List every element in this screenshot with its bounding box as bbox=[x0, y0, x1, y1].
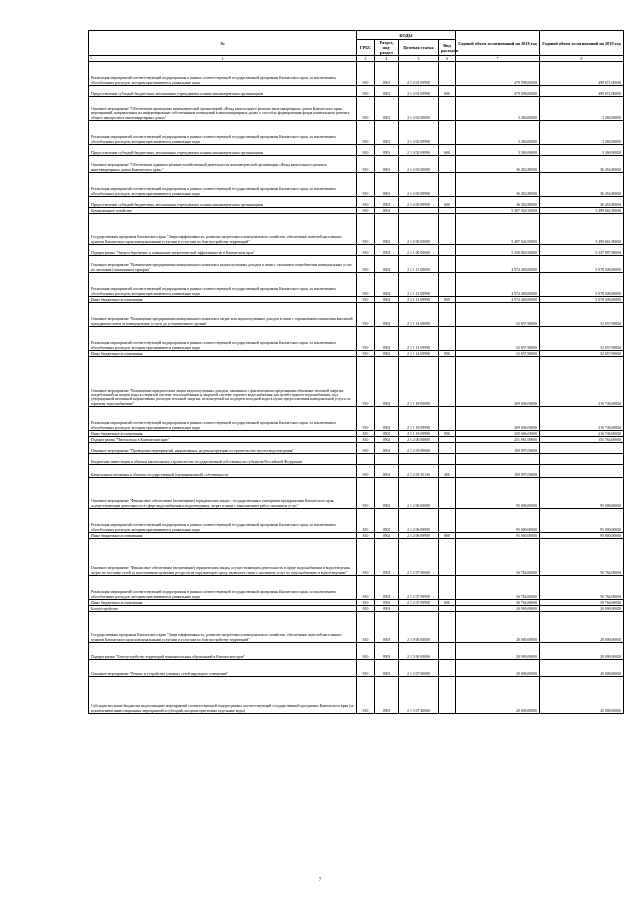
row-amount-2018: 209 006,03000 bbox=[456, 431, 540, 437]
row-grbs: 810 bbox=[357, 443, 375, 454]
row-amount-2018: 4 974 400,00000 bbox=[456, 297, 540, 303]
row-amount-2018: 52 657,90000 bbox=[456, 303, 540, 327]
row-amount-2018: 36 452,80000 bbox=[456, 156, 540, 173]
col-section-header: Раздел, под-раздел bbox=[375, 40, 399, 56]
col-2019-header: Годовой объем ассигнований на 2019 год bbox=[540, 31, 624, 56]
row-section: 0501 bbox=[375, 62, 399, 86]
row-grbs: 810 bbox=[357, 297, 375, 303]
row-target: 2 1 3 07 40060 bbox=[399, 677, 439, 714]
row-amount-2019: 3 260,00000 bbox=[540, 145, 624, 156]
row-grbs: 810 bbox=[357, 533, 375, 539]
row-name: Субсидии местным бюджетам на реализацию мероприятий соответствующей подпрограммы соответствующей государственной программы Камчатского края (за исключением инвестиционных мероприятий и субсидий, которым присвоены отдельные коды) bbox=[89, 677, 357, 714]
table-row bbox=[89, 86, 624, 97]
row-amount-2019: 36 452,80000 bbox=[540, 156, 624, 173]
row-section: 0503 bbox=[375, 612, 399, 643]
col-index-6: 6 bbox=[439, 56, 456, 62]
row-section: 0502 bbox=[375, 437, 399, 443]
row-section: 0502 bbox=[375, 443, 399, 454]
row-name: Предоставление субсидий бюджетным, автономным учреждениям и иным некоммерческим организациям bbox=[89, 197, 357, 208]
budget-rows bbox=[89, 62, 624, 714]
table-row bbox=[89, 197, 624, 208]
row-target: 2 1 4 01 09990 bbox=[399, 86, 439, 97]
table-row bbox=[89, 443, 624, 454]
row-exptype bbox=[439, 97, 456, 121]
row-exptype bbox=[439, 612, 456, 643]
row-section: 0502 bbox=[375, 509, 399, 533]
row-amount-2019: 52 657,90000 bbox=[540, 351, 624, 357]
row-grbs: 810 bbox=[357, 606, 375, 612]
col-number-header: № bbox=[89, 31, 357, 56]
row-grbs: 810 bbox=[357, 327, 375, 351]
table-row bbox=[89, 97, 624, 121]
row-target: 2 1 2 07 09990 bbox=[399, 600, 439, 606]
row-grbs: 810 bbox=[357, 539, 375, 576]
row-exptype bbox=[439, 256, 456, 273]
row-name: Иные бюджетные ассигнования bbox=[89, 600, 357, 606]
row-exptype bbox=[439, 303, 456, 327]
row-amount-2019: 3 260,00000 bbox=[540, 97, 624, 121]
row-section: 0502 bbox=[375, 214, 399, 245]
row-name: Подпрограмма "Энергосбережение и повышение энергетической эффективности в Камчатском крае" bbox=[89, 245, 357, 256]
table-row bbox=[89, 214, 624, 245]
row-target: 2 1 2 07 09990 bbox=[399, 576, 439, 600]
row-amount-2018: 20 000,00000 bbox=[456, 612, 540, 643]
row-amount-2019: 3 260,00000 bbox=[540, 121, 624, 145]
table-row bbox=[89, 145, 624, 156]
row-name: Коммунальное хозяйство bbox=[89, 208, 357, 214]
row-amount-2018: 251 861,00000 bbox=[456, 437, 540, 443]
table-row bbox=[89, 478, 624, 509]
row-amount-2019: 5 499 661,90000 bbox=[540, 208, 624, 214]
row-target: 2 1 1 00 00000 bbox=[399, 245, 439, 256]
row-name: Иные бюджетные ассигнования bbox=[89, 351, 357, 357]
row-exptype bbox=[439, 660, 456, 677]
col-index-2: 2 bbox=[221, 56, 224, 61]
row-amount-2019: 151 764,00000 bbox=[540, 437, 624, 443]
row-section: 0502 bbox=[375, 600, 399, 606]
row-amount-2018: 3 260,00000 bbox=[456, 145, 540, 156]
row-amount-2018: 5 487 924,93000 bbox=[456, 214, 540, 245]
row-section: 0501 bbox=[375, 145, 399, 156]
row-exptype: 600 bbox=[439, 145, 456, 156]
row-grbs: 810 bbox=[357, 677, 375, 714]
row-exptype bbox=[439, 509, 456, 533]
row-section: 0502 bbox=[375, 533, 399, 539]
row-exptype bbox=[439, 273, 456, 297]
row-target bbox=[399, 454, 439, 465]
row-grbs: 810 bbox=[357, 465, 375, 478]
row-amount-2018: 5 236 063,93000 bbox=[456, 245, 540, 256]
row-exptype bbox=[439, 443, 456, 454]
row-exptype bbox=[439, 62, 456, 86]
row-section: 0503 bbox=[375, 606, 399, 612]
row-name: Государственная программа Камчатского края "Энергоэффективность, развитие энергетики и коммунального хозяйства, обеспечение жителей населенных пунктов Камчатского края коммунальными услугами и услугами по благоустройству территорий" bbox=[89, 214, 357, 245]
budget-page bbox=[88, 30, 623, 714]
col-index-1: 1 bbox=[90, 56, 92, 60]
row-grbs: 810 bbox=[357, 600, 375, 606]
row-target: 2 1 3 07 00000 bbox=[399, 660, 439, 677]
row-amount-2018: 36 452,80000 bbox=[456, 197, 540, 208]
row-target: 2 1 4 03 00000 bbox=[399, 156, 439, 173]
row-name: Реализация мероприятий соответствующей подпрограммы в рамках соответствующей государственной программы Камчатского края, за исключением обособленных расходов, которым присваиваются уникальные коды bbox=[89, 173, 357, 197]
row-section: 0502 bbox=[375, 303, 399, 327]
row-amount-2019: 20 000,00000 bbox=[540, 606, 624, 612]
row-grbs: 810 bbox=[357, 208, 375, 214]
table-row bbox=[89, 576, 624, 600]
row-target: 2 1 1 18 09990 bbox=[399, 431, 439, 437]
row-amount-2019: 216 740,00000 bbox=[540, 357, 624, 407]
row-name: Реализация мероприятий соответствующей подпрограммы в рамках соответствующей государственной программы Камчатского края, за исключением обособленных расходов, которым присваиваются уникальные коды bbox=[89, 407, 357, 431]
row-amount-2019: 216 740,00000 bbox=[540, 407, 624, 431]
row-amount-2019: 5 078 500,00000 bbox=[540, 297, 624, 303]
row-grbs: 810 bbox=[357, 121, 375, 145]
row-section: 0502 bbox=[375, 407, 399, 431]
row-section: 0501 bbox=[375, 121, 399, 145]
row-amount-2018: 209 006,03000 bbox=[456, 407, 540, 431]
row-name: Бюджетные инвестиции в объекты капитального строительства государственной собственности субъектов Российской Федерации bbox=[89, 454, 357, 465]
row-amount-2018: 56 764,00000 bbox=[456, 600, 540, 606]
table-row bbox=[89, 454, 624, 465]
row-amount-2019: 52 657,90000 bbox=[540, 303, 624, 327]
row-name: Иные бюджетные ассигнования bbox=[89, 533, 357, 539]
row-section bbox=[375, 454, 399, 465]
row-name: Капитальные вложения в объекты государственной (муниципальной) собственности bbox=[89, 465, 357, 478]
row-name: Основное мероприятие "Финансовое обеспечение (возмещение) юридическим лицам - государственным унитарным предприятиям Камчатского края, осуществляющим деятельность в сфере водоснабжения и водоотведения, затрат в связи с выполнением работ, оказанием услуг" bbox=[89, 478, 357, 509]
row-grbs: 810 bbox=[357, 407, 375, 431]
row-target: 2 1 1 14 09990 bbox=[399, 351, 439, 357]
row-name: Основное мероприятие "Возмещение предприятиям коммунального комплекса затрат или недополученных доходов в связи с ограничением изменения вносимой гражданами платы за коммунальные услуги до установленного уровня" bbox=[89, 303, 357, 327]
col-index-5: 5 bbox=[399, 56, 439, 62]
row-section: 0501 bbox=[375, 86, 399, 97]
row-name: Благоустройство bbox=[89, 606, 357, 612]
table-row bbox=[89, 465, 624, 478]
row-amount-2019: 56 764,00000 bbox=[540, 576, 624, 600]
row-target: 2 1 4 02 09990 bbox=[399, 121, 439, 145]
row-grbs: 810 bbox=[357, 245, 375, 256]
row-amount-2019: 216 740,00000 bbox=[540, 431, 624, 437]
row-amount-2018: 20 000,00000 bbox=[456, 677, 540, 714]
page-number: 7 bbox=[318, 878, 322, 883]
row-amount-2018: 20 000,00000 bbox=[456, 606, 540, 612]
row-name: Основное мероприятие "Возмещение юридическим лицам недополученных доходов, связанных с фактическими предельными объемами тепловой энергии, потребленной на нагрев воды в открытой системе теплоснабжения и закрытой системе горячего водоснабжения для целей горячего водоснабжения, под утвержденной величиной нормативных расходов тепловой энергии, используемой на подогрев холодной воды в целях предоставления коммунальной услуги по горячему водоснабжению" bbox=[89, 357, 357, 407]
row-section: 0502 bbox=[375, 576, 399, 600]
row-amount-2019: 20 000,00000 bbox=[540, 612, 624, 643]
col-target-header: Целевая статья bbox=[399, 40, 439, 56]
table-row bbox=[89, 303, 624, 327]
row-section: 0502 bbox=[375, 208, 399, 214]
row-target: 2 1 1 13 09990 bbox=[399, 273, 439, 297]
row-exptype: 600 bbox=[439, 197, 456, 208]
row-name: Реализация мероприятий соответствующей подпрограммы в рамках соответствующей государственной программы Камчатского края, за исключением обособленных расходов, которым присваиваются уникальные коды bbox=[89, 62, 357, 86]
row-exptype: 800 bbox=[439, 533, 456, 539]
row-name: Основное мероприятие "Проведение мероприятий, направленных на реконструкцию и строительство систем водоотведения" bbox=[89, 443, 357, 454]
row-amount-2019: 95 000,00000 bbox=[540, 478, 624, 509]
col-index-7: 7 bbox=[456, 56, 540, 62]
row-amount-2018: 209 006,03000 bbox=[456, 357, 540, 407]
table-row bbox=[89, 256, 624, 273]
row-target: 2 1 0 00 00000 bbox=[399, 612, 439, 643]
row-exptype bbox=[439, 454, 456, 465]
row-amount-2019 bbox=[540, 454, 624, 465]
row-name: Реализация мероприятий соответствующей подпрограммы в рамках соответствующей государственной программы Камчатского края, за исключением обособленных расходов, которым присваиваются уникальные коды bbox=[89, 509, 357, 533]
table-row bbox=[89, 612, 624, 643]
row-section: 0501 bbox=[375, 173, 399, 197]
row-name: Подпрограмма "Чистая вода в Камчатском крае" bbox=[89, 437, 357, 443]
table-row bbox=[89, 173, 624, 197]
row-amount-2019: 5 499 661,90000 bbox=[540, 214, 624, 245]
table-row bbox=[89, 62, 624, 86]
row-section: 0502 bbox=[375, 351, 399, 357]
row-amount-2019: 36 452,80000 bbox=[540, 197, 624, 208]
row-section: 0502 bbox=[375, 357, 399, 407]
row-target: 2 1 1 14 00000 bbox=[399, 303, 439, 327]
row-amount-2019: 56 764,00000 bbox=[540, 600, 624, 606]
row-grbs: 810 bbox=[357, 509, 375, 533]
table-row bbox=[89, 357, 624, 407]
row-section: 0502 bbox=[375, 465, 399, 478]
row-grbs: 810 bbox=[357, 437, 375, 443]
row-section: 0501 bbox=[375, 197, 399, 208]
col-index-8: 8 bbox=[540, 56, 624, 62]
row-amount-2018: 479 598,00000 bbox=[456, 86, 540, 97]
row-target: 2 1 2 06 09990 bbox=[399, 509, 439, 533]
row-exptype: 600 bbox=[439, 86, 456, 97]
budget-table bbox=[88, 30, 624, 714]
row-amount-2019: 499 671,00000 bbox=[540, 86, 624, 97]
row-grbs: 810 bbox=[357, 145, 375, 156]
row-grbs: 810 bbox=[357, 97, 375, 121]
row-grbs: 810 bbox=[357, 273, 375, 297]
col-2018-header: Годовой объем ассигнований на 2018 год bbox=[456, 31, 540, 56]
row-amount-2018: 56 764,00000 bbox=[456, 539, 540, 576]
row-amount-2018: 95 000,00000 bbox=[456, 478, 540, 509]
row-exptype bbox=[439, 357, 456, 407]
row-name: Основное мероприятие "Возмещение предприятиям коммунального комплекса недополученных доходов в связи с оказанием потребителям коммунальных услуг по льготным (сниженным) тарифам" bbox=[89, 256, 357, 273]
row-grbs: 810 bbox=[357, 62, 375, 86]
row-amount-2019: 499 671,00000 bbox=[540, 62, 624, 86]
row-name: Основное мероприятие "Обеспечение административно-хозяйственной деятельности некоммерческой организации «Фонд капитального ремонта многоквартирных домов Камчатского края»" bbox=[89, 156, 357, 173]
row-exptype: 800 bbox=[439, 297, 456, 303]
row-target: 2 1 4 03 09990 bbox=[399, 173, 439, 197]
row-name: Основное мероприятие "Обеспечение проведения некоммерческой организацией «Фонд капитального ремонта многоквартирных домов Камчатского края» мероприятий, направленных на информирование собственников помещений в многоквартирных домах о способах формирования фонда капитального ремонта общего имущества в многоквартирных домах" bbox=[89, 97, 357, 121]
table-row bbox=[89, 121, 624, 145]
table-row bbox=[89, 677, 624, 714]
table-row bbox=[89, 156, 624, 173]
row-grbs: 810 bbox=[357, 660, 375, 677]
row-amount-2019: 20 000,00000 bbox=[540, 643, 624, 660]
row-amount-2019: 20 000,00000 bbox=[540, 677, 624, 714]
row-amount-2019 bbox=[540, 465, 624, 478]
row-grbs: 810 bbox=[357, 197, 375, 208]
row-amount-2019: 95 000,00000 bbox=[540, 509, 624, 533]
table-row bbox=[89, 643, 624, 660]
row-name: Предоставление субсидий бюджетным, автономным учреждениям и иным некоммерческим организациям bbox=[89, 86, 357, 97]
row-grbs: 810 bbox=[357, 478, 375, 509]
row-exptype bbox=[439, 173, 456, 197]
row-name: Иные бюджетные ассигнования bbox=[89, 297, 357, 303]
row-amount-2019: 52 657,90000 bbox=[540, 327, 624, 351]
row-name: Основное мероприятие "Ремонт и устройство уличных сетей наружного освещения" bbox=[89, 660, 357, 677]
row-amount-2019: 56 764,00000 bbox=[540, 539, 624, 576]
row-amount-2019: 5 347 897,90000 bbox=[540, 245, 624, 256]
row-exptype: 400 bbox=[439, 465, 456, 478]
row-section: 0502 bbox=[375, 327, 399, 351]
row-grbs: 810 bbox=[357, 86, 375, 97]
row-exptype bbox=[439, 327, 456, 351]
row-amount-2018: 5 487 924,93000 bbox=[456, 208, 540, 214]
row-name: Предоставление субсидий бюджетным, автономным учреждениям и иным некоммерческим организациям bbox=[89, 145, 357, 156]
row-target: 2 1 2 00 00000 bbox=[399, 437, 439, 443]
row-section: 0503 bbox=[375, 677, 399, 714]
row-amount-2019: 5 078 500,00000 bbox=[540, 273, 624, 297]
row-amount-2018: 20 000,00000 bbox=[456, 660, 540, 677]
row-target: 2 1 2 03 00000 bbox=[399, 443, 439, 454]
row-exptype: 800 bbox=[439, 431, 456, 437]
row-amount-2018: 100 097,03000 bbox=[456, 465, 540, 478]
row-amount-2018: 100 097,03000 bbox=[456, 443, 540, 454]
row-target: 2 1 2 03 10130 bbox=[399, 465, 439, 478]
row-grbs: 810 bbox=[357, 156, 375, 173]
row-exptype bbox=[439, 576, 456, 600]
row-section: 0502 bbox=[375, 297, 399, 303]
row-grbs: 810 bbox=[357, 431, 375, 437]
row-grbs: 810 bbox=[357, 173, 375, 197]
row-amount-2018 bbox=[456, 454, 540, 465]
row-amount-2018: 95 000,00000 bbox=[456, 509, 540, 533]
row-name: Реализация мероприятий соответствующей подпрограммы в рамках соответствующей государственной программы Камчатского края, за исключением обособленных расходов, которым присваиваются уникальные коды bbox=[89, 273, 357, 297]
row-grbs: 810 bbox=[357, 351, 375, 357]
row-target: 2 1 4 03 09990 bbox=[399, 197, 439, 208]
table-row bbox=[89, 245, 624, 256]
row-amount-2018: 3 260,00000 bbox=[456, 97, 540, 121]
row-section: 0502 bbox=[375, 478, 399, 509]
row-amount-2018: 20 000,00000 bbox=[456, 643, 540, 660]
row-target: 2 1 1 14 09990 bbox=[399, 327, 439, 351]
row-name: Основное мероприятие "Финансовое обеспечение (возмещение) юридическим лицам, осуществляющим деятельность в сфере водоснабжения и водоотведения, затрат по поставке сетей за населенными пунктами ресурсов на окружающую среду, включая в связи с оказанием услуг по водоснабжению и водоотведению" bbox=[89, 539, 357, 576]
row-amount-2018: 36 452,80000 bbox=[456, 173, 540, 197]
col-grbs-header: ГРБС bbox=[357, 40, 375, 56]
row-exptype: 800 bbox=[439, 600, 456, 606]
row-name: Реализация мероприятий соответствующей подпрограммы в рамках соответствующей государственной программы Камчатского края, за исключением обособленных расходов, которым присваиваются уникальные коды bbox=[89, 576, 357, 600]
row-grbs: 810 bbox=[357, 357, 375, 407]
row-amount-2018: 4 974 400,00000 bbox=[456, 273, 540, 297]
row-section: 0501 bbox=[375, 156, 399, 173]
row-section: 0503 bbox=[375, 660, 399, 677]
row-grbs: 810 bbox=[357, 612, 375, 643]
row-amount-2019: 36 452,80000 bbox=[540, 173, 624, 197]
row-target: 2 1 2 07 00000 bbox=[399, 539, 439, 576]
row-amount-2018: 52 657,90000 bbox=[456, 327, 540, 351]
row-section: 0503 bbox=[375, 643, 399, 660]
table-row bbox=[89, 327, 624, 351]
row-section: 0502 bbox=[375, 273, 399, 297]
row-exptype bbox=[439, 407, 456, 431]
row-amount-2018: 3 260,00000 bbox=[456, 121, 540, 145]
row-exptype bbox=[439, 214, 456, 245]
row-target: 2 1 1 18 00000 bbox=[399, 357, 439, 407]
row-amount-2018: 52 657,90000 bbox=[456, 351, 540, 357]
row-target: 2 1 1 13 09990 bbox=[399, 297, 439, 303]
row-grbs: 810 bbox=[357, 214, 375, 245]
row-section: 0501 bbox=[375, 97, 399, 121]
table-row bbox=[89, 660, 624, 677]
col-index-4: 4 bbox=[375, 56, 399, 62]
row-exptype bbox=[439, 121, 456, 145]
row-amount-2019: 20 000,00000 bbox=[540, 660, 624, 677]
row-target: 2 1 0 00 00000 bbox=[399, 214, 439, 245]
codes-header: КОДЫ bbox=[357, 31, 456, 40]
row-name: Иные бюджетные ассигнования bbox=[89, 431, 357, 437]
row-grbs: 810 bbox=[357, 303, 375, 327]
row-exptype bbox=[439, 643, 456, 660]
row-name: Государственная программа Камчатского края "Энергоэффективность, развитие энергетики и коммунального хозяйства, обеспечение жителей населенных пунктов Камчатского края коммунальными услугами и услугами по благоустройству территорий" bbox=[89, 612, 357, 643]
row-exptype bbox=[439, 245, 456, 256]
row-amount-2019 bbox=[540, 443, 624, 454]
row-amount-2018: 95 000,00000 bbox=[456, 533, 540, 539]
row-section: 0502 bbox=[375, 245, 399, 256]
row-target: 2 1 2 06 09990 bbox=[399, 533, 439, 539]
row-exptype: 800 bbox=[439, 351, 456, 357]
row-name: Реализация мероприятий соответствующей подпрограммы в рамках соответствующей государственной программы Камчатского края, за исключением обособленных расходов, которым присваиваются уникальные коды bbox=[89, 121, 357, 145]
row-grbs: 810 bbox=[357, 643, 375, 660]
row-section: 0502 bbox=[375, 539, 399, 576]
table-row bbox=[89, 273, 624, 297]
row-exptype bbox=[439, 156, 456, 173]
row-grbs bbox=[357, 454, 375, 465]
row-name: Реализация мероприятий соответствующей подпрограммы в рамках соответствующей государственной программы Камчатского края, за исключением обособленных расходов, которым присваиваются уникальные коды bbox=[89, 327, 357, 351]
row-target: 2 1 1 13 00000 bbox=[399, 256, 439, 273]
row-exptype bbox=[439, 677, 456, 714]
row-exptype bbox=[439, 478, 456, 509]
row-grbs: 810 bbox=[357, 576, 375, 600]
row-amount-2019: 95 000,00000 bbox=[540, 533, 624, 539]
row-target: 2 1 3 00 00000 bbox=[399, 643, 439, 660]
row-amount-2018: 56 764,00000 bbox=[456, 576, 540, 600]
table-row bbox=[89, 407, 624, 431]
row-amount-2018: 4 974 400,00000 bbox=[456, 256, 540, 273]
row-amount-2019: 5 078 500,00000 bbox=[540, 256, 624, 273]
row-target: 2 1 4 02 00000 bbox=[399, 97, 439, 121]
col-index-3: 3 bbox=[357, 56, 375, 62]
row-amount-2018: 479 598,00000 bbox=[456, 62, 540, 86]
row-section: 0502 bbox=[375, 256, 399, 273]
row-target: 2 1 1 18 09990 bbox=[399, 407, 439, 431]
table-row bbox=[89, 509, 624, 533]
row-exptype bbox=[439, 539, 456, 576]
col-exptype-header: Вид расходов bbox=[439, 40, 456, 56]
row-target: 2 1 4 02 09990 bbox=[399, 145, 439, 156]
table-row bbox=[89, 539, 624, 576]
row-section: 0502 bbox=[375, 431, 399, 437]
row-target: 2 1 2 06 00000 bbox=[399, 478, 439, 509]
row-target: 2 1 4 01 09990 bbox=[399, 62, 439, 86]
row-grbs: 810 bbox=[357, 256, 375, 273]
row-name: Подпрограмма "Благоустройство территорий муниципальных образований в Камчатском крае" bbox=[89, 643, 357, 660]
